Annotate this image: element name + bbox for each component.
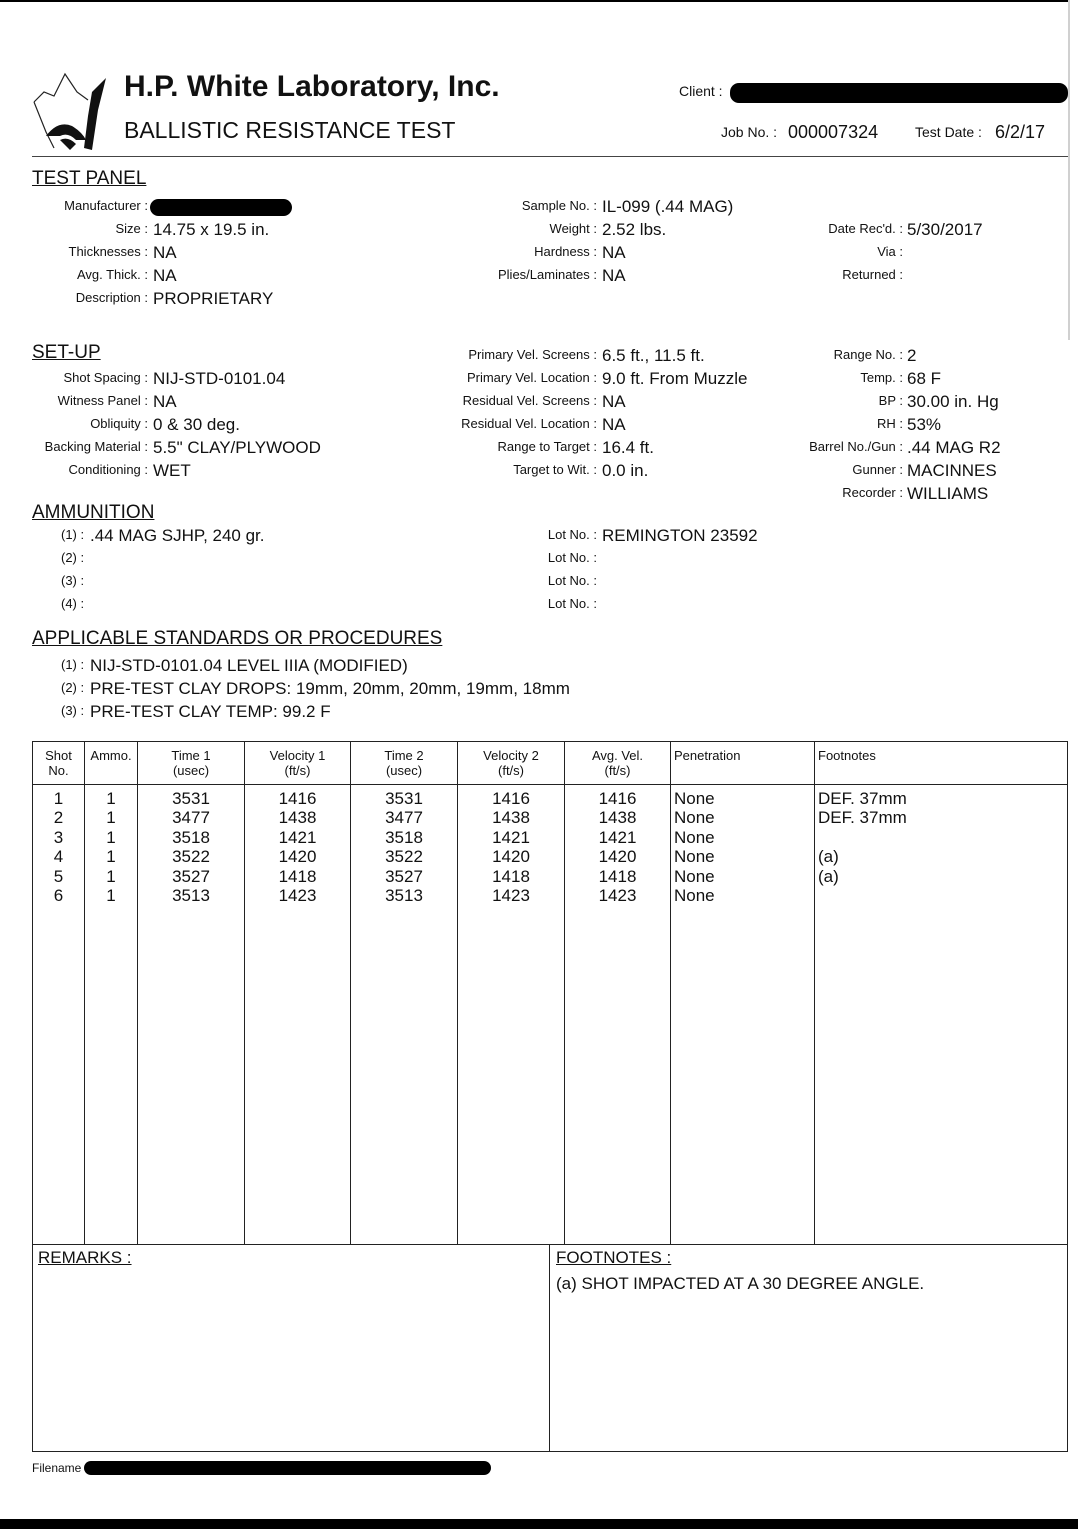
- table-cell: 1: [106, 886, 116, 906]
- hardness-value: NA: [602, 243, 626, 262]
- col-time2: [351, 789, 457, 905]
- header-line: Velocity 2: [483, 748, 539, 763]
- job-number: 000007324: [788, 122, 879, 142]
- header-line: (ft/s): [284, 763, 311, 778]
- weight-label: Weight :: [549, 221, 597, 236]
- backing-value: 5.5" CLAY/PLYWOOD: [153, 438, 321, 457]
- pv-screens-value: 6.5 ft., 11.5 ft.: [602, 346, 705, 365]
- table-cell: (a): [818, 866, 839, 886]
- table-cell: 3522: [172, 847, 210, 867]
- bp-value: 30.00 in. Hg: [907, 392, 999, 411]
- ammo-num: (3) :: [61, 573, 85, 588]
- ammo-num: (1) :: [61, 527, 85, 542]
- table-cell: 3522: [385, 847, 423, 867]
- thicknesses-value: NA: [153, 243, 177, 262]
- col-shot: [33, 789, 84, 905]
- rv-screens-value: NA: [602, 392, 626, 411]
- table-cell: 1416: [492, 789, 530, 808]
- table-bottom-rule: [32, 1244, 1068, 1245]
- gunner-value: MACINNES: [907, 461, 997, 480]
- standard-num: (3) :: [61, 703, 85, 718]
- rv-screens-label: Residual Vel. Screens :: [462, 393, 597, 408]
- pv-location-value: 9.0 ft. From Muzzle: [602, 369, 748, 388]
- remarks-divider: [549, 1244, 550, 1452]
- company-logo: [32, 70, 112, 154]
- table-cell: 1438: [492, 808, 530, 828]
- table-cell: 1423: [492, 886, 530, 906]
- lot-label: Lot No. :: [547, 527, 597, 542]
- table-cell: [818, 828, 907, 847]
- header-footnotes: [818, 748, 876, 763]
- header-shot: [33, 748, 84, 778]
- table-cell: 3513: [385, 886, 423, 906]
- standard-value: PRE-TEST CLAY DROPS: 19mm, 20mm, 20mm, 19mm, 18mm: [90, 679, 570, 698]
- standard-value: NIJ-STD-0101.04 LEVEL IIIA (MODIFIED): [90, 656, 408, 675]
- plies-label: Plies/Laminates :: [498, 267, 597, 282]
- date-recd-label: Date Rec'd. :: [828, 221, 903, 236]
- company-name: H.P. White Laboratory, Inc.: [124, 70, 500, 103]
- filename-label: Filename: [32, 1461, 82, 1475]
- header-line: Velocity 1: [269, 748, 326, 763]
- setup-title: SET-UP: [32, 342, 101, 363]
- header-line: Time 2: [384, 748, 424, 763]
- standard-value: PRE-TEST CLAY TEMP: 99.2 F: [90, 702, 331, 721]
- witness-label: Witness Panel :: [57, 393, 148, 408]
- avg-thick-label: Avg. Thick. :: [76, 267, 148, 282]
- table-cell: 1438: [598, 808, 637, 828]
- backing-label: Backing Material :: [44, 439, 148, 454]
- col-divider: [670, 741, 671, 1245]
- obliquity-label: Obliquity :: [90, 416, 148, 431]
- footnotes-title: FOOTNOTES :: [556, 1248, 672, 1267]
- header-rule: [32, 784, 1068, 785]
- header-time1: [138, 748, 244, 778]
- header-line: (usec): [385, 763, 423, 778]
- footnote-text: (a) SHOT IMPACTED AT A 30 DEGREE ANGLE.: [556, 1274, 925, 1293]
- temp-value: 68 F: [907, 369, 942, 388]
- table-cell: DEF. 37mm: [818, 808, 907, 828]
- ammo-value: .44 MAG SJHP, 240 gr.: [90, 526, 265, 545]
- job-label: Job No. :: [721, 124, 778, 140]
- hardness-label: Hardness :: [534, 244, 597, 259]
- test-date: 6/2/17: [995, 122, 1046, 142]
- header-ammo: [85, 748, 137, 763]
- table-cell: 1438: [278, 808, 317, 828]
- lot-label: Lot No. :: [547, 596, 597, 611]
- table-cell: 1416: [278, 789, 317, 808]
- table-cell: None: [674, 886, 715, 906]
- target-wit-label: Target to Wit. :: [513, 462, 597, 477]
- table-cell: 1418: [492, 866, 530, 886]
- client-redacted: [730, 83, 1068, 103]
- filename-redacted: [84, 1461, 491, 1475]
- barrel-label: Barrel No./Gun :: [809, 439, 903, 454]
- pv-location-label: Primary Vel. Location :: [466, 370, 597, 385]
- target-wit-value: 0.0 in.: [602, 461, 649, 480]
- table-cell: 1421: [598, 827, 637, 847]
- table-cell: [818, 886, 907, 905]
- table-cell: None: [674, 847, 715, 867]
- header-line: Shot: [45, 748, 72, 763]
- rv-location-value: NA: [602, 415, 626, 434]
- col-divider: [814, 741, 815, 1245]
- table-cell: 1: [106, 808, 116, 828]
- bottom-border: [0, 1519, 1078, 1529]
- obliquity-value: 0 & 30 deg.: [153, 415, 240, 434]
- shot-spacing-label: Shot Spacing :: [63, 370, 148, 385]
- header-velocity2: [458, 748, 564, 778]
- lot-value: REMINGTON 23592: [602, 526, 758, 545]
- description-value: PROPRIETARY: [153, 289, 274, 308]
- sample-label: Sample No. :: [521, 198, 597, 213]
- rh-label: RH :: [877, 416, 903, 431]
- table-cell: 2: [53, 808, 64, 828]
- table-cell: None: [674, 808, 715, 828]
- header-line: (ft/s): [604, 763, 631, 778]
- shot-spacing-value: NIJ-STD-0101.04: [153, 369, 286, 388]
- recorder-value: WILLIAMS: [907, 484, 989, 503]
- barrel-value: .44 MAG R2: [907, 438, 1001, 457]
- table-cell: 3531: [172, 789, 210, 808]
- table-cell: 1423: [278, 886, 317, 906]
- manufacturer-label: Manufacturer :: [64, 198, 148, 213]
- col-velocity2: [458, 789, 564, 905]
- description-label: Description :: [75, 290, 148, 305]
- temp-label: Temp. :: [860, 370, 903, 385]
- table-cell: 3518: [385, 827, 423, 847]
- size-label: Size :: [115, 221, 148, 236]
- table-cell: None: [674, 866, 715, 886]
- pv-screens-label: Primary Vel. Screens :: [468, 347, 597, 362]
- table-cell: 5: [53, 866, 64, 886]
- thicknesses-label: Thicknesses :: [68, 244, 148, 259]
- range-no-label: Range No. :: [833, 347, 903, 362]
- manufacturer-redacted: [150, 199, 292, 216]
- via-label: Via :: [877, 244, 903, 259]
- page-edge: [1068, 0, 1070, 340]
- header-line: (ft/s): [498, 763, 524, 778]
- rv-location-label: Residual Vel. Location :: [461, 416, 597, 431]
- col-footnotes: [818, 789, 907, 905]
- header-line: No.: [48, 763, 69, 778]
- sample-value: IL-099 (.44 MAG): [602, 197, 734, 216]
- col-ammo: [85, 789, 137, 905]
- table-cell: 1: [106, 827, 116, 847]
- table-cell: 1: [53, 789, 64, 808]
- ammunition-title: AMMUNITION: [32, 502, 155, 523]
- gunner-label: Gunner :: [852, 462, 903, 477]
- remarks-title: REMARKS :: [38, 1248, 132, 1267]
- table-cell: (a): [818, 847, 839, 867]
- header-line: Footnotes: [818, 748, 876, 763]
- header-penetration: [674, 748, 741, 763]
- table-cell: None: [674, 827, 715, 847]
- header-line: (usec): [172, 763, 210, 778]
- table-cell: 3518: [172, 827, 210, 847]
- table-cell: None: [674, 789, 715, 808]
- plies-value: NA: [602, 266, 626, 285]
- range-no-value: 2: [907, 346, 917, 365]
- avg-thick-value: NA: [153, 266, 177, 285]
- table-cell: 1420: [492, 847, 530, 867]
- report-subtitle: BALLISTIC RESISTANCE TEST: [124, 117, 456, 143]
- header-line: Ammo.: [90, 748, 132, 763]
- table-cell: 1416: [598, 789, 637, 808]
- header-velocity1: [245, 748, 350, 778]
- table-cell: 3531: [385, 789, 423, 808]
- top-border: [0, 0, 1070, 2]
- range-target-label: Range to Target :: [497, 439, 597, 454]
- header-divider: [32, 156, 1068, 157]
- col-avg-vel: [565, 789, 670, 905]
- table-cell: 3: [53, 827, 64, 847]
- header-time2: [351, 748, 457, 778]
- table-cell: 1: [106, 866, 116, 886]
- table-cell: 1421: [492, 827, 530, 847]
- rh-value: 53%: [907, 415, 942, 434]
- range-target-value: 16.4 ft.: [602, 438, 654, 457]
- standards-title: APPLICABLE STANDARDS OR PROCEDURES: [32, 628, 443, 649]
- lot-label: Lot No. :: [547, 573, 597, 588]
- client-label: Client :: [679, 83, 723, 99]
- test-panel-title: TEST PANEL: [32, 168, 147, 189]
- header-line: Time 1: [171, 748, 211, 763]
- table-cell: 1: [106, 789, 116, 808]
- logo-icon: [32, 70, 112, 154]
- ammo-num: (4) :: [61, 596, 85, 611]
- table-cell: 6: [53, 886, 64, 906]
- col-velocity1: [245, 789, 350, 905]
- recorder-label: Recorder :: [842, 485, 903, 500]
- conditioning-value: WET: [153, 461, 191, 480]
- table-cell: 1: [106, 847, 116, 867]
- header-line: Avg. Vel.: [591, 748, 644, 763]
- table-cell: 1423: [598, 886, 637, 906]
- test-date-label: Test Date :: [915, 124, 982, 140]
- weight-value: 2.52 lbs.: [602, 220, 667, 239]
- date-recd-value: 5/30/2017: [907, 220, 983, 239]
- standard-num: (2) :: [61, 680, 85, 695]
- standard-num: (1) :: [61, 657, 85, 672]
- col-penetration: [674, 789, 715, 905]
- bp-label: BP :: [878, 393, 903, 408]
- table-cell: 3477: [385, 808, 423, 828]
- lot-label: Lot No. :: [547, 550, 597, 565]
- conditioning-label: Conditioning :: [68, 462, 148, 477]
- table-cell: 3513: [172, 886, 210, 906]
- returned-label: Returned :: [842, 267, 903, 282]
- header-line: Penetration: [674, 748, 741, 763]
- table-cell: 3527: [172, 866, 210, 886]
- ammo-num: (2) :: [61, 550, 85, 565]
- size-value: 14.75 x 19.5 in.: [153, 220, 270, 239]
- table-cell: 1418: [598, 866, 637, 886]
- col-time1: [138, 789, 244, 905]
- table-cell: 3477: [172, 808, 210, 828]
- table-cell: DEF. 37mm: [818, 789, 907, 808]
- table-cell: 1421: [278, 827, 317, 847]
- header-avg-vel: [565, 748, 670, 778]
- table-cell: 4: [53, 847, 64, 867]
- table-cell: 3527: [385, 866, 423, 886]
- witness-value: NA: [153, 392, 177, 411]
- table-cell: 1420: [278, 847, 317, 867]
- table-cell: 1418: [278, 866, 317, 886]
- table-cell: 1420: [598, 847, 637, 867]
